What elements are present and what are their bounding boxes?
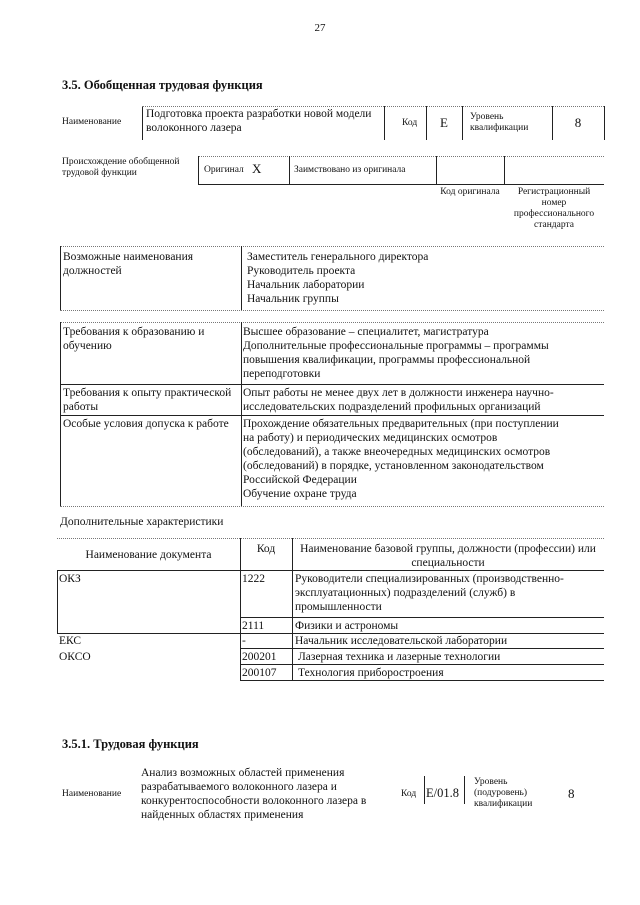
code-value: E (440, 115, 448, 130)
row-name: Лазерная техника и лазерные технологии (298, 651, 501, 663)
position-item: Заместитель генерального директора (247, 251, 429, 263)
sub-level-label: Уровень (подуровень) квалификации (474, 777, 533, 809)
header-base-group: Наименование базовой группы, должности (профессии) или специальности (300, 543, 596, 569)
special-line: Российской Федерации (243, 474, 357, 486)
experience-label: Требования к опыту практической работы (63, 387, 232, 413)
positions-label: Возможные наименования должностей (63, 251, 194, 277)
row-code: 2111 (242, 620, 265, 632)
experience-line: исследовательских подразделений профильных организаций (243, 401, 541, 413)
special-line: Прохождение обязательных предварительных (при поступлении (243, 418, 559, 430)
sub-code-value: E/01.8 (426, 786, 459, 800)
additional-title: Дополнительные характеристики (60, 516, 224, 528)
positions-list (247, 250, 597, 306)
sub-function-name: Анализ возможных областей применения разрабатываемого волоконного лазера и конкурентоспособности волоконного лазера в найденных областях применения (141, 767, 367, 821)
special-line: Обучение охране труда (243, 488, 357, 500)
education-line: повышения квалификации, программы профессиональной (243, 354, 531, 366)
original-label: Оригинал (204, 165, 244, 175)
row-code: 1222 (242, 573, 265, 585)
row-code: 200201 (242, 651, 277, 663)
header-code: Код (256, 543, 276, 555)
sub-level-value: 8 (568, 786, 575, 801)
code-label: Код (402, 118, 418, 128)
original-mark: X (252, 161, 262, 176)
section-title: 3.5. Обобщенная трудовая функция (62, 78, 263, 92)
experience-line: Опыт работы не менее двух лет в должности инженера научно- (243, 387, 554, 399)
sub-code-label: Код (401, 789, 417, 799)
education-text (243, 325, 603, 381)
row-doc: ОКСО (59, 651, 91, 663)
education-line: Высшее образование – специалитет, магистратура (243, 326, 489, 338)
special-line: (обследований) в порядке, установленном законодательством (243, 460, 544, 472)
position-item: Руководитель проекта (247, 265, 356, 277)
special-conditions-label: Особые условия допуска к работе (63, 418, 229, 430)
subsection-title: 3.5.1. Трудовая функция (62, 737, 199, 751)
special-line: (обследований), а также внеочередных медицинских осмотров (243, 446, 551, 458)
row-name: Начальник исследовательской лаборатории (295, 635, 508, 647)
function-name: Подготовка проекта разработки новой модели волоконного лазера (146, 108, 372, 134)
name-label: Наименование (62, 117, 122, 127)
row-name: Технология приборостроения (298, 667, 444, 679)
row-name: Руководители специализированных (производственно-эксплуатационных) подразделений (служб) в промышленности (295, 573, 564, 613)
row-code: 200107 (242, 667, 277, 679)
special-conditions-text (243, 417, 603, 501)
row-doc: ОКЗ (59, 573, 81, 585)
experience-text (243, 386, 603, 414)
row-doc: ЕКС (59, 635, 82, 647)
education-line: Дополнительные профессиональные программы – программы (243, 340, 549, 352)
level-value: 8 (574, 115, 582, 130)
education-line: переподготовки (243, 368, 321, 380)
level-label: Уровень квалификации (470, 112, 529, 133)
education-label: Требования к образованию и обучению (63, 326, 205, 352)
code-original-caption: Код оригинала (440, 187, 500, 197)
position-item: Начальник лаборатории (247, 279, 365, 291)
origin-label: Происхождение обобщенной трудовой функции (62, 157, 180, 178)
registration-caption: Регистрационный номер профессионального стандарта (513, 187, 595, 230)
sub-name-label: Наименование (62, 789, 122, 799)
header-document: Наименование документа (85, 549, 212, 561)
borrowed-label: Заимствовано из оригинала (294, 165, 406, 175)
position-item: Начальник группы (247, 293, 339, 305)
page-number: 27 (314, 22, 326, 34)
special-line: на работу) и периодических медицинских осмотров (243, 432, 498, 444)
row-name: Физики и астрономы (295, 620, 399, 632)
row-code: - (242, 635, 246, 647)
